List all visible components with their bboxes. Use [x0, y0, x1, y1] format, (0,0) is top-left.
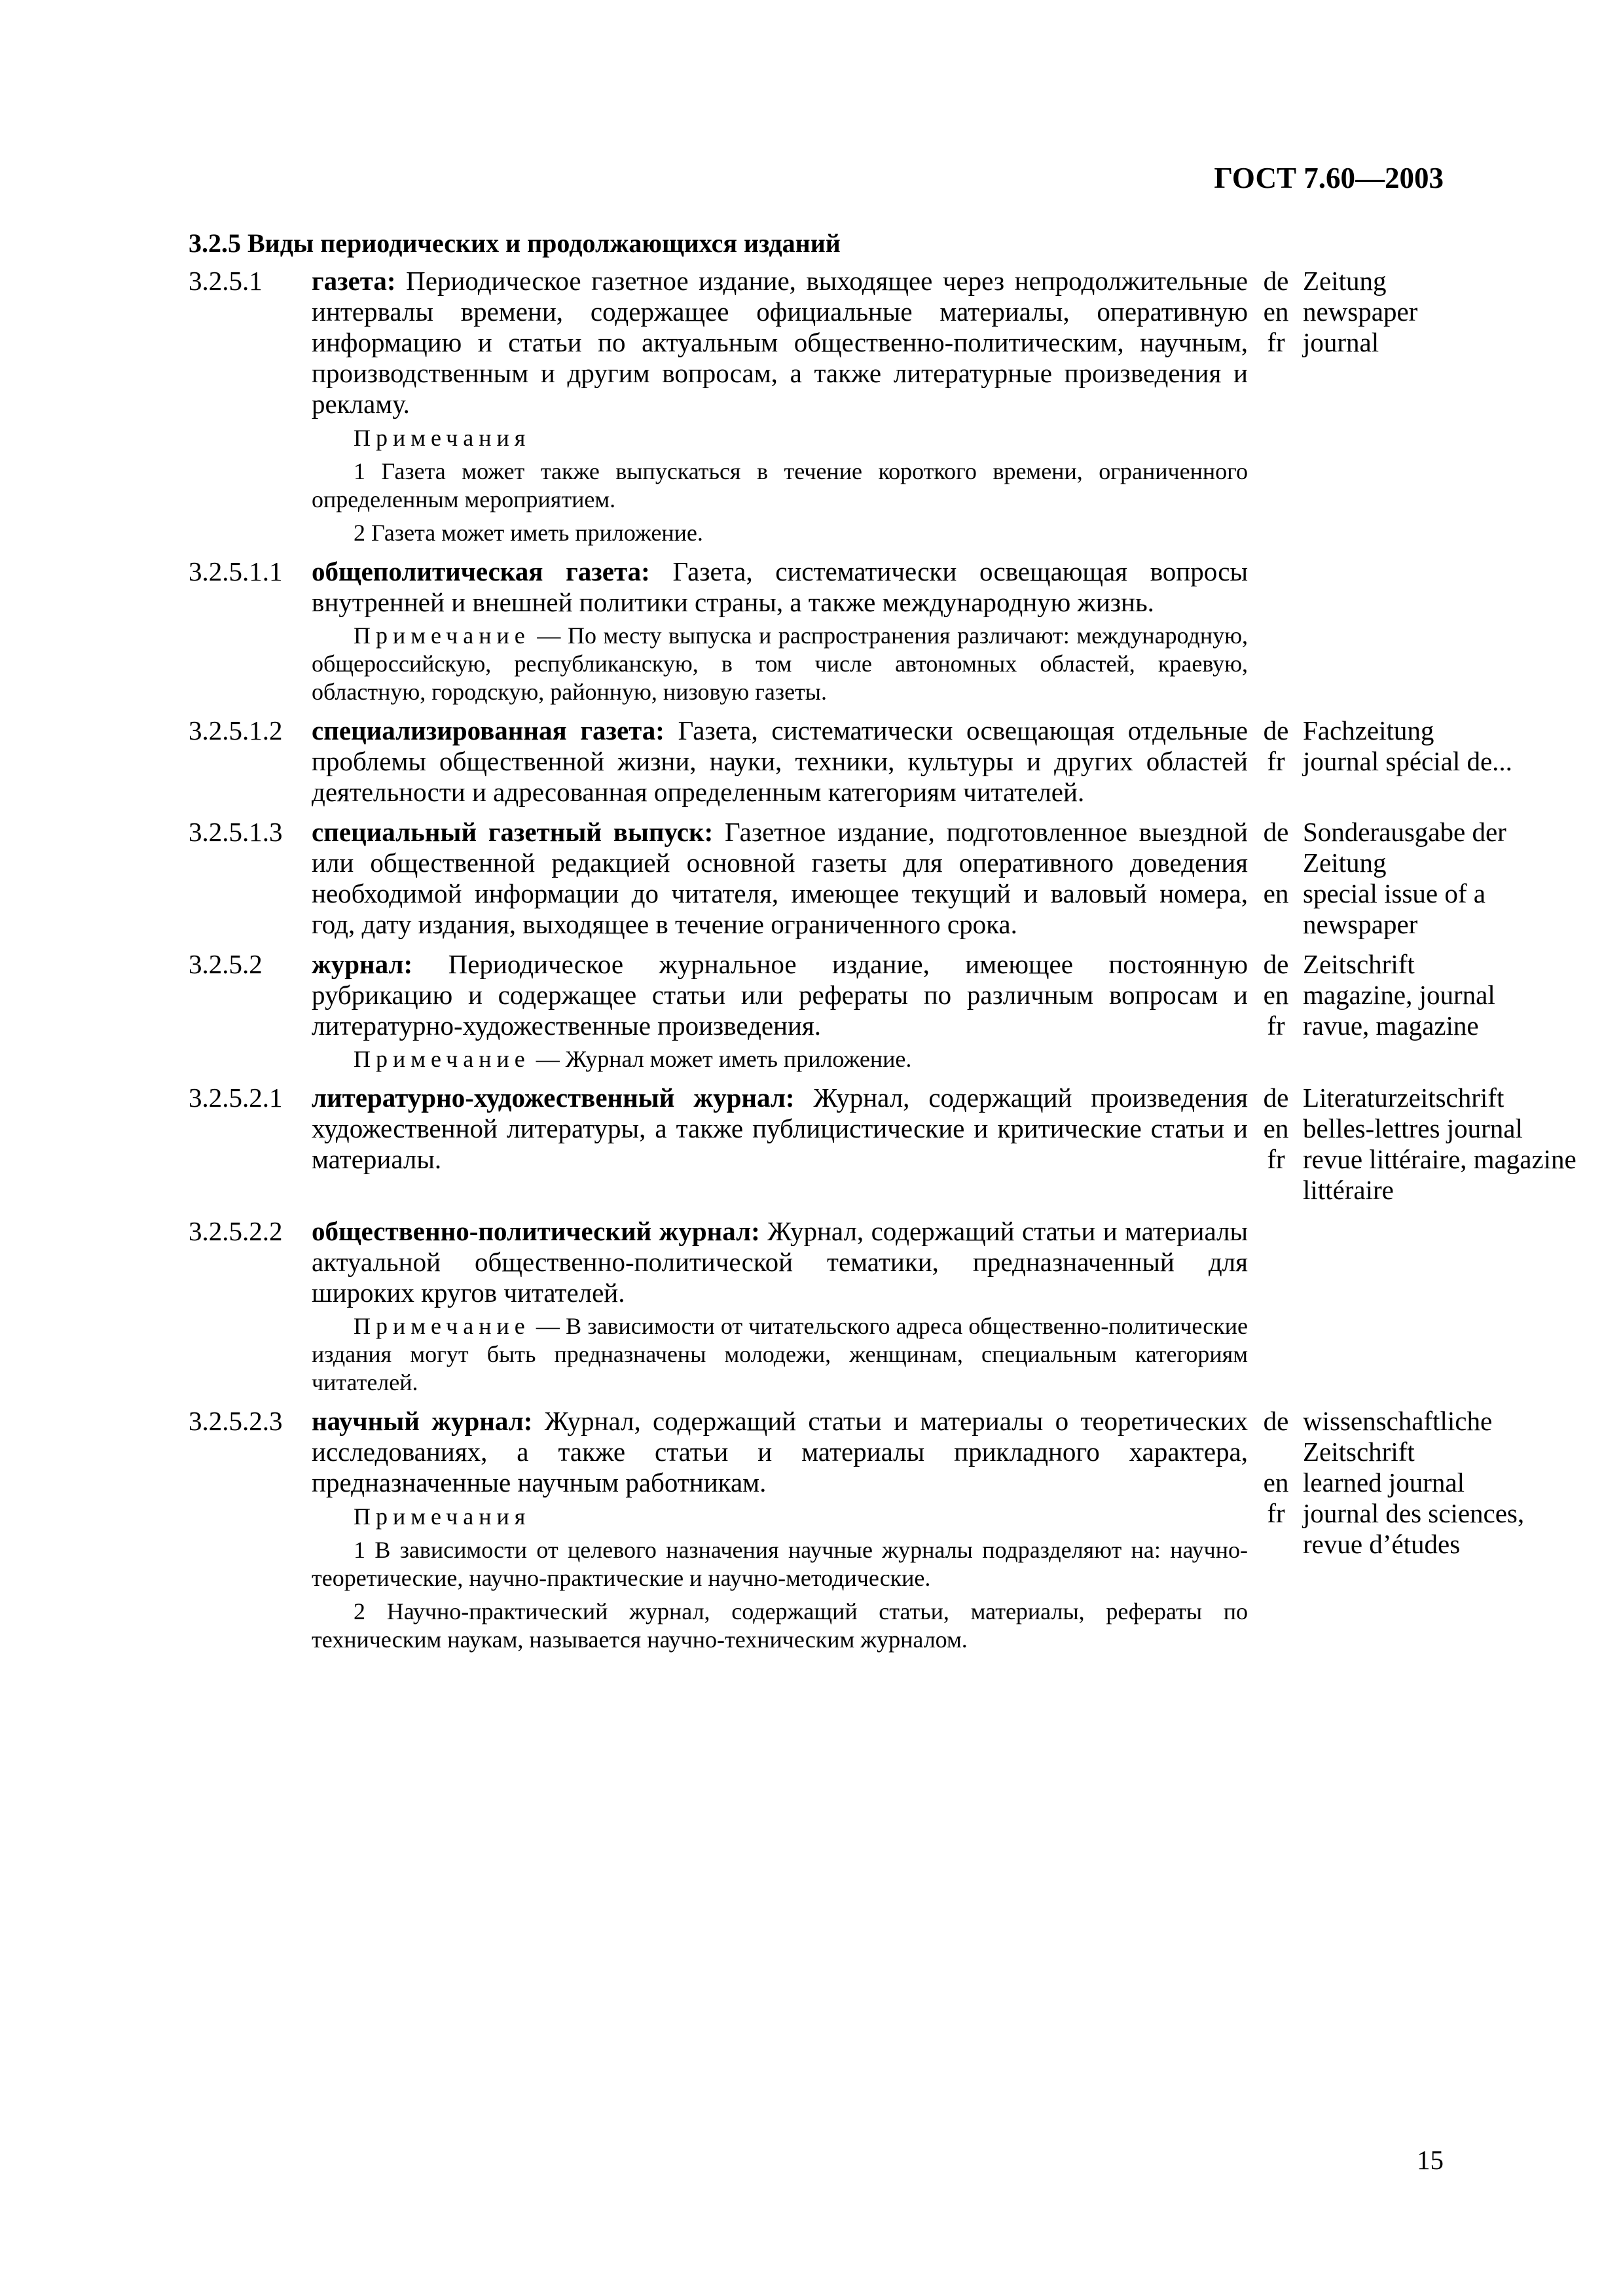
- equivalent-term: revue littéraire, magazine: [1303, 1144, 1577, 1174]
- entry-number: 3.2.5.2: [189, 949, 263, 979]
- equivalent-term: journal des sciences,: [1303, 1498, 1525, 1528]
- definition-text: Газета, систематически освещающая отдельные проблемы общественной жизни, науки, техники, культуры и других областей деятельности и адресованная определенным категориям читателей.: [312, 715, 1248, 807]
- language-code: en: [1263, 878, 1289, 908]
- foreign-equivalents: [1249, 266, 1623, 358]
- language-code: de: [1263, 1406, 1289, 1436]
- term-label: журнал:: [312, 949, 413, 979]
- notes-block: [312, 622, 1248, 706]
- equivalent-term: Zeitung: [1303, 266, 1387, 296]
- equivalent-term: Zeitung: [1303, 848, 1387, 878]
- equivalent-row: [1249, 1175, 1623, 1206]
- note-item: 2 Научно-практический журнал, содержащий статьи, материалы, рефераты по техническим наукам, называется научно-техническим журналом.: [312, 1598, 1248, 1653]
- section-title: 3.2.5 Виды периодических и продолжающихся изданий: [189, 228, 841, 258]
- definition-text: Журнал, содержащий статьи и материалы о теоретических исследованиях, а также статьи и материалы прикладного характера, предназначенные научным работникам.: [312, 1406, 1249, 1498]
- definition: [312, 1406, 1248, 1498]
- entry-body: [312, 817, 1248, 940]
- definition: [312, 949, 1248, 1041]
- language-code: fr: [1267, 1011, 1285, 1041]
- document-code: ГОСТ 7.60—2003: [1214, 162, 1444, 194]
- equivalent-row: [1249, 715, 1623, 746]
- equivalent-term: journal: [1303, 327, 1379, 357]
- term-label: специализированная газета:: [312, 715, 665, 745]
- equivalent-row: [1249, 1083, 1623, 1113]
- equivalent-term: ravue, magazine: [1303, 1011, 1479, 1041]
- entry-number: 3.2.5.1.2: [189, 715, 283, 745]
- equivalent-row: [1249, 1144, 1623, 1175]
- term-label: общественно-политический журнал:: [312, 1216, 760, 1246]
- entry-body: [312, 1216, 1248, 1397]
- equivalent-row: [1249, 817, 1623, 848]
- note-item: 2 Газета может иметь приложение.: [354, 520, 703, 546]
- note-label: Примечание: [354, 622, 530, 649]
- language-code: en: [1263, 1467, 1289, 1498]
- equivalent-term: Fachzeitung: [1303, 715, 1434, 745]
- definition: [312, 556, 1248, 618]
- notes-block: [312, 423, 1248, 547]
- definition-text: Периодическое газетное издание, выходящее через непродолжительные интервалы времени, содержащее официальные материалы, оперативную информацию и статьи по актуальным общественно-политическим, научным, производственным и другим вопросам, а также литературные произведения и рекламу.: [312, 266, 1248, 419]
- notes-block: [312, 1502, 1248, 1654]
- entry-body: [312, 556, 1248, 706]
- equivalent-row: [1249, 1529, 1623, 1560]
- language-code: en: [1263, 1113, 1289, 1143]
- term-entry: [189, 949, 1495, 1073]
- entry-body: [312, 949, 1248, 1073]
- equivalent-row: [1249, 949, 1623, 980]
- page-content: [189, 228, 1577, 1663]
- term-label: литературно-художественный журнал:: [312, 1083, 795, 1113]
- notes-heading: Примечания: [354, 1503, 531, 1530]
- term-label: общеполитическая газета:: [312, 556, 650, 586]
- note-item: [312, 1045, 1248, 1073]
- foreign-equivalents: [1249, 949, 1623, 1041]
- entry-number: 3.2.5.1.3: [189, 817, 283, 847]
- definition-text: Газета, систематически освещающая вопросы внутренней и внешней политики страны, а также международную жизнь.: [312, 556, 1248, 617]
- term-entry: [189, 556, 1446, 706]
- language-code: de: [1263, 949, 1289, 979]
- equivalent-term: newspaper: [1303, 296, 1418, 327]
- term-label: газета:: [312, 266, 396, 296]
- definition-text: Журнал, содержащий статьи и материалы актуальной общественно-политической тематики, предназначенный для широких кругов читателей.: [312, 1216, 1249, 1308]
- language-code: en: [1263, 980, 1289, 1010]
- term-entry: [189, 266, 1446, 547]
- language-code: fr: [1267, 746, 1285, 776]
- equivalent-row: [1249, 1437, 1623, 1467]
- term-entry: [189, 1083, 1577, 1207]
- language-code: fr: [1267, 327, 1285, 357]
- note-item: [312, 1312, 1248, 1397]
- entry-body: [312, 715, 1248, 808]
- foreign-equivalents: [1249, 715, 1623, 777]
- equivalent-row: [1249, 1011, 1623, 1041]
- definition-text: Газетное издание, подготовленное выездной или общественной редакцией основной газеты для оперативного доведения необходимой информации до читателя, имеющее текущий и валовый номера, год, дату издания, выходящее в течение ограниченного срока.: [312, 817, 1248, 939]
- language-code: fr: [1267, 1144, 1285, 1174]
- equivalent-term: Literaturzeitschrift: [1303, 1083, 1504, 1113]
- equivalent-row: [1249, 1406, 1623, 1437]
- entry-body: [312, 1083, 1248, 1175]
- term-entry: [189, 1406, 1525, 1654]
- equivalent-row: [1249, 909, 1623, 940]
- equivalent-row: [1249, 1113, 1623, 1144]
- equivalent-term: journal spécial de...: [1303, 746, 1512, 776]
- note-item: 1 В зависимости от целевого назначения научные журналы подразделяют на: научно-теоретические, научно-практические и научно-методические.: [312, 1537, 1248, 1591]
- entry-number: 3.2.5.1: [189, 266, 263, 296]
- term-entry: [189, 817, 1506, 940]
- entry-body: [312, 1406, 1248, 1654]
- language-code: de: [1263, 715, 1289, 745]
- note-item: 1 Газета может также выпускаться в течение короткого времени, ограниченного определенным мероприятием.: [312, 458, 1248, 512]
- notes-block: [312, 1045, 1248, 1073]
- equivalent-term: belles-lettres journal: [1303, 1113, 1523, 1143]
- equivalent-row: [1249, 878, 1623, 909]
- term-entry: [189, 715, 1512, 808]
- language-code: de: [1263, 266, 1289, 296]
- notes-heading: Примечания: [354, 425, 531, 451]
- definition: [312, 1083, 1248, 1175]
- equivalent-term: magazine, journal: [1303, 980, 1495, 1010]
- term-label: научный журнал:: [312, 1406, 533, 1436]
- language-code: en: [1263, 296, 1289, 327]
- equivalent-term: Sonderausgabe der: [1303, 817, 1506, 847]
- equivalent-term: revue d’études: [1303, 1529, 1461, 1559]
- definition-text: Периодическое журнальное издание, имеющее постоянную рубрикацию и содержащее статьи или рефераты по различным вопросам и литературно-художественные произведения.: [312, 949, 1248, 1041]
- term-entry: [189, 1216, 1446, 1397]
- foreign-equivalents: [1249, 1083, 1623, 1206]
- entry-number: 3.2.5.2.2: [189, 1216, 283, 1246]
- note-label: Примечание: [354, 1046, 530, 1072]
- equivalent-row: [1249, 980, 1623, 1011]
- equivalent-row: [1249, 296, 1623, 327]
- foreign-equivalents: [1249, 817, 1623, 940]
- equivalent-row: [1249, 266, 1623, 296]
- language-code: de: [1263, 1083, 1289, 1113]
- definition: [312, 817, 1248, 940]
- equivalent-term: newspaper: [1303, 909, 1418, 939]
- note-item: [312, 622, 1248, 706]
- equivalent-term: special issue of a: [1303, 878, 1486, 908]
- note-text: — Журнал может иметь приложение.: [530, 1046, 912, 1072]
- equivalent-term: wissenschaftliche: [1303, 1406, 1493, 1436]
- equivalent-row: [1249, 848, 1623, 878]
- entry-body: [312, 266, 1248, 547]
- term-label: специальный газетный выпуск:: [312, 817, 714, 847]
- page-number: 15: [1417, 2145, 1444, 2175]
- definition: [312, 715, 1248, 808]
- entry-number: 3.2.5.2.3: [189, 1406, 283, 1436]
- equivalent-term: littéraire: [1303, 1175, 1394, 1205]
- equivalent-term: learned journal: [1303, 1467, 1465, 1498]
- equivalent-term: Zeitschrift: [1303, 949, 1415, 979]
- entry-number: 3.2.5.1.1: [189, 556, 283, 586]
- definition-text: Журнал, содержащий произведения художественной литературы, а также публицистические и критические статьи и материалы.: [312, 1083, 1248, 1174]
- language-code: fr: [1267, 1498, 1285, 1528]
- equivalent-row: [1249, 746, 1623, 777]
- note-text: — В зависимости от читательского адреса общественно-политические издания могут быть предназначены молодежи, женщинам, специальным категориям читателей.: [312, 1313, 1248, 1395]
- equivalent-row: [1249, 1467, 1623, 1498]
- equivalent-row: [1249, 327, 1623, 358]
- entry-number: 3.2.5.2.1: [189, 1083, 283, 1113]
- note-label: Примечание: [354, 1313, 530, 1339]
- definition: [312, 266, 1248, 420]
- equivalent-row: [1249, 1498, 1623, 1529]
- notes-block: [312, 1312, 1248, 1397]
- equivalent-term: Zeitschrift: [1303, 1437, 1415, 1467]
- definition: [312, 1216, 1248, 1308]
- note-text: — По месту выпуска и распространения различают: международную, общероссийскую, республиканскую, в том числе автономных областей, краевую, областную, городскую, районную, низовую газеты.: [312, 622, 1248, 705]
- language-code: de: [1263, 817, 1289, 847]
- foreign-equivalents: [1249, 1406, 1623, 1560]
